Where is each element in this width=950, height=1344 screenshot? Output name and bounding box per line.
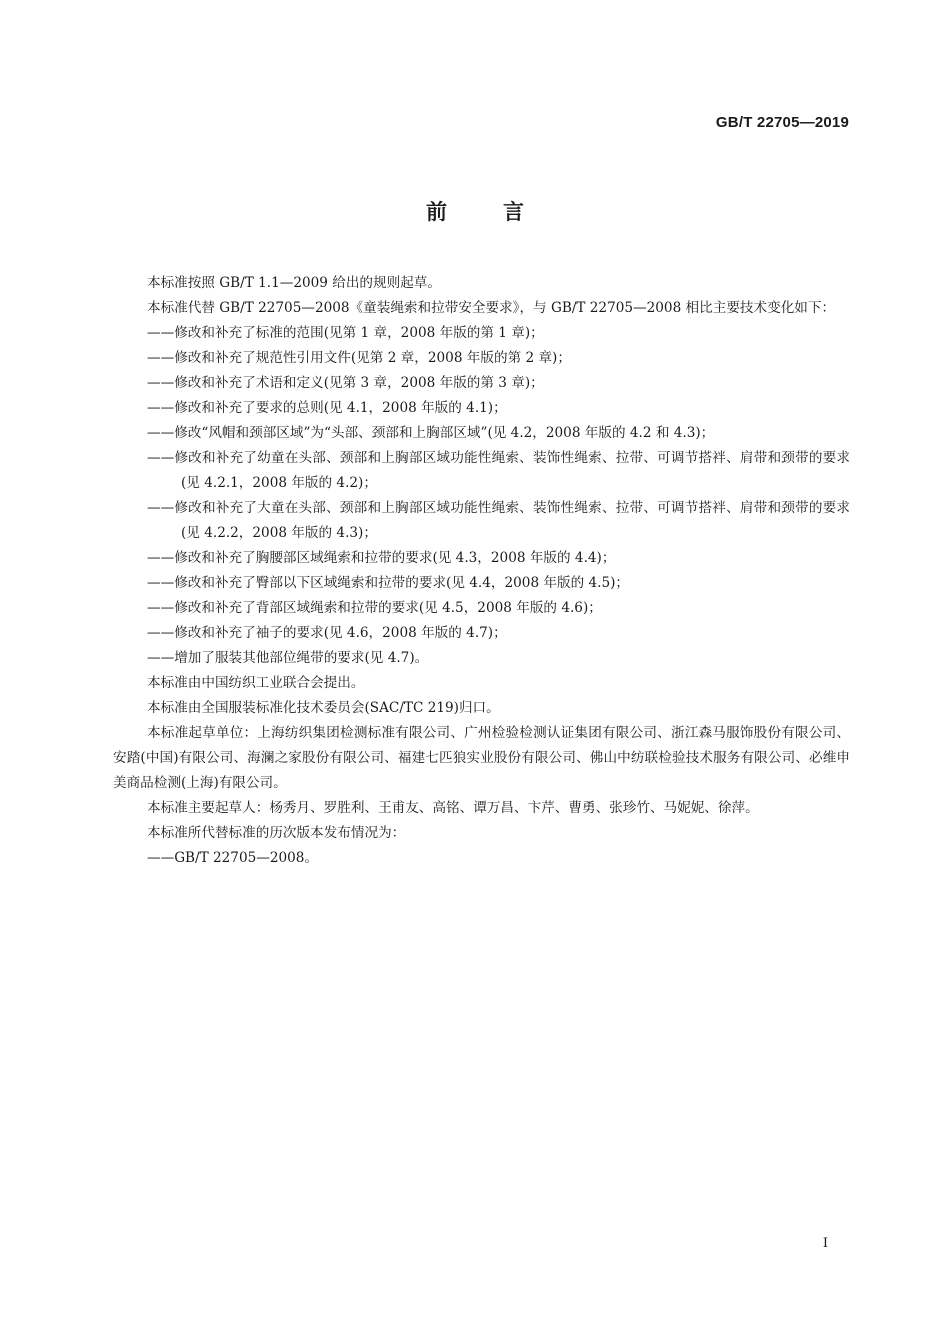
paragraph: 本标准所代替标准的历次版本发布情况为： xyxy=(147,825,406,841)
list-item: ——GB/T 22705—2008。 xyxy=(147,850,319,866)
list-item: ——修改“风帽和颈部区域”为“头部、颈部和上胸部区域”(见 4.2，2008 年版的 4.2 和 4.3)； xyxy=(147,425,715,441)
list-item: ——修改和补充了标准的范围(见第 1 章，2008 年版的第 1 章)； xyxy=(147,325,544,341)
list-item: ——修改和补充了规范性引用文件(见第 2 章，2008 年版的第 2 章)； xyxy=(147,350,571,366)
paragraph: 本标准由中国纺织工业联合会提出。 xyxy=(147,675,365,691)
list-item: ——修改和补充了背部区域绳索和拉带的要求(见 4.5，2008 年版的 4.6)； xyxy=(147,600,602,616)
paragraph: 本标准起草单位：上海纺织集团检测标准有限公司、广州检验检测认证集团有限公司、浙江森马服饰股份有限公司、安踏(中国)有限公司、海澜之家股份有限公司、福建七匹狼实业股份有限公司、佛山中纺联检验技术服务有限公司、必维申美商品检测(上海)有限公司。 xyxy=(113,725,850,791)
paragraph: 本标准由全国服装标准化技术委员会(SAC/TC 219)归口。 xyxy=(147,700,500,716)
paragraph: 本标准主要起草人：杨秀月、罗胜利、王甫友、高铭、谭万昌、卞芹、曹勇、张珍竹、马妮妮、徐萍。 xyxy=(147,800,759,816)
paragraph: 本标准代替 GB/T 22705—2008《童装绳索和拉带安全要求》，与 GB/T 22705—2008 相比主要技术变化如下： xyxy=(147,300,836,316)
list-item: ——修改和补充了大童在头部、颈部和上胸部区域功能性绳索、装饰性绳索、拉带、可调节搭袢、肩带和颈带的要求(见 4.2.2，2008 年版的 4.3)； xyxy=(147,500,850,541)
page-title: 前言 xyxy=(426,200,580,224)
paragraph: 本标准按照 GB/T 1.1—2009 给出的规则起草。 xyxy=(147,275,441,291)
standard-number: GB/T 22705—2019 xyxy=(715,114,849,131)
list-item: ——修改和补充了要求的总则(见 4.1，2008 年版的 4.1)； xyxy=(147,400,507,416)
list-item: ——修改和补充了幼童在头部、颈部和上胸部区域功能性绳索、装饰性绳索、拉带、可调节搭袢、肩带和颈带的要求(见 4.2.1，2008 年版的 4.2)； xyxy=(147,450,850,491)
list-item: ——修改和补充了胸腰部区域绳索和拉带的要求(见 4.3，2008 年版的 4.4)； xyxy=(147,550,616,566)
list-item: ——修改和补充了臀部以下区域绳索和拉带的要求(见 4.4，2008 年版的 4.5)； xyxy=(147,575,630,591)
list-item: ——修改和补充了术语和定义(见第 3 章，2008 年版的第 3 章)； xyxy=(147,375,544,391)
page-number: I xyxy=(822,1236,828,1251)
list-item: ——增加了服装其他部位绳带的要求(见 4.7)。 xyxy=(147,650,429,666)
preface-body xyxy=(113,271,850,871)
list-item: ——修改和补充了袖子的要求(见 4.6，2008 年版的 4.7)； xyxy=(147,625,507,641)
